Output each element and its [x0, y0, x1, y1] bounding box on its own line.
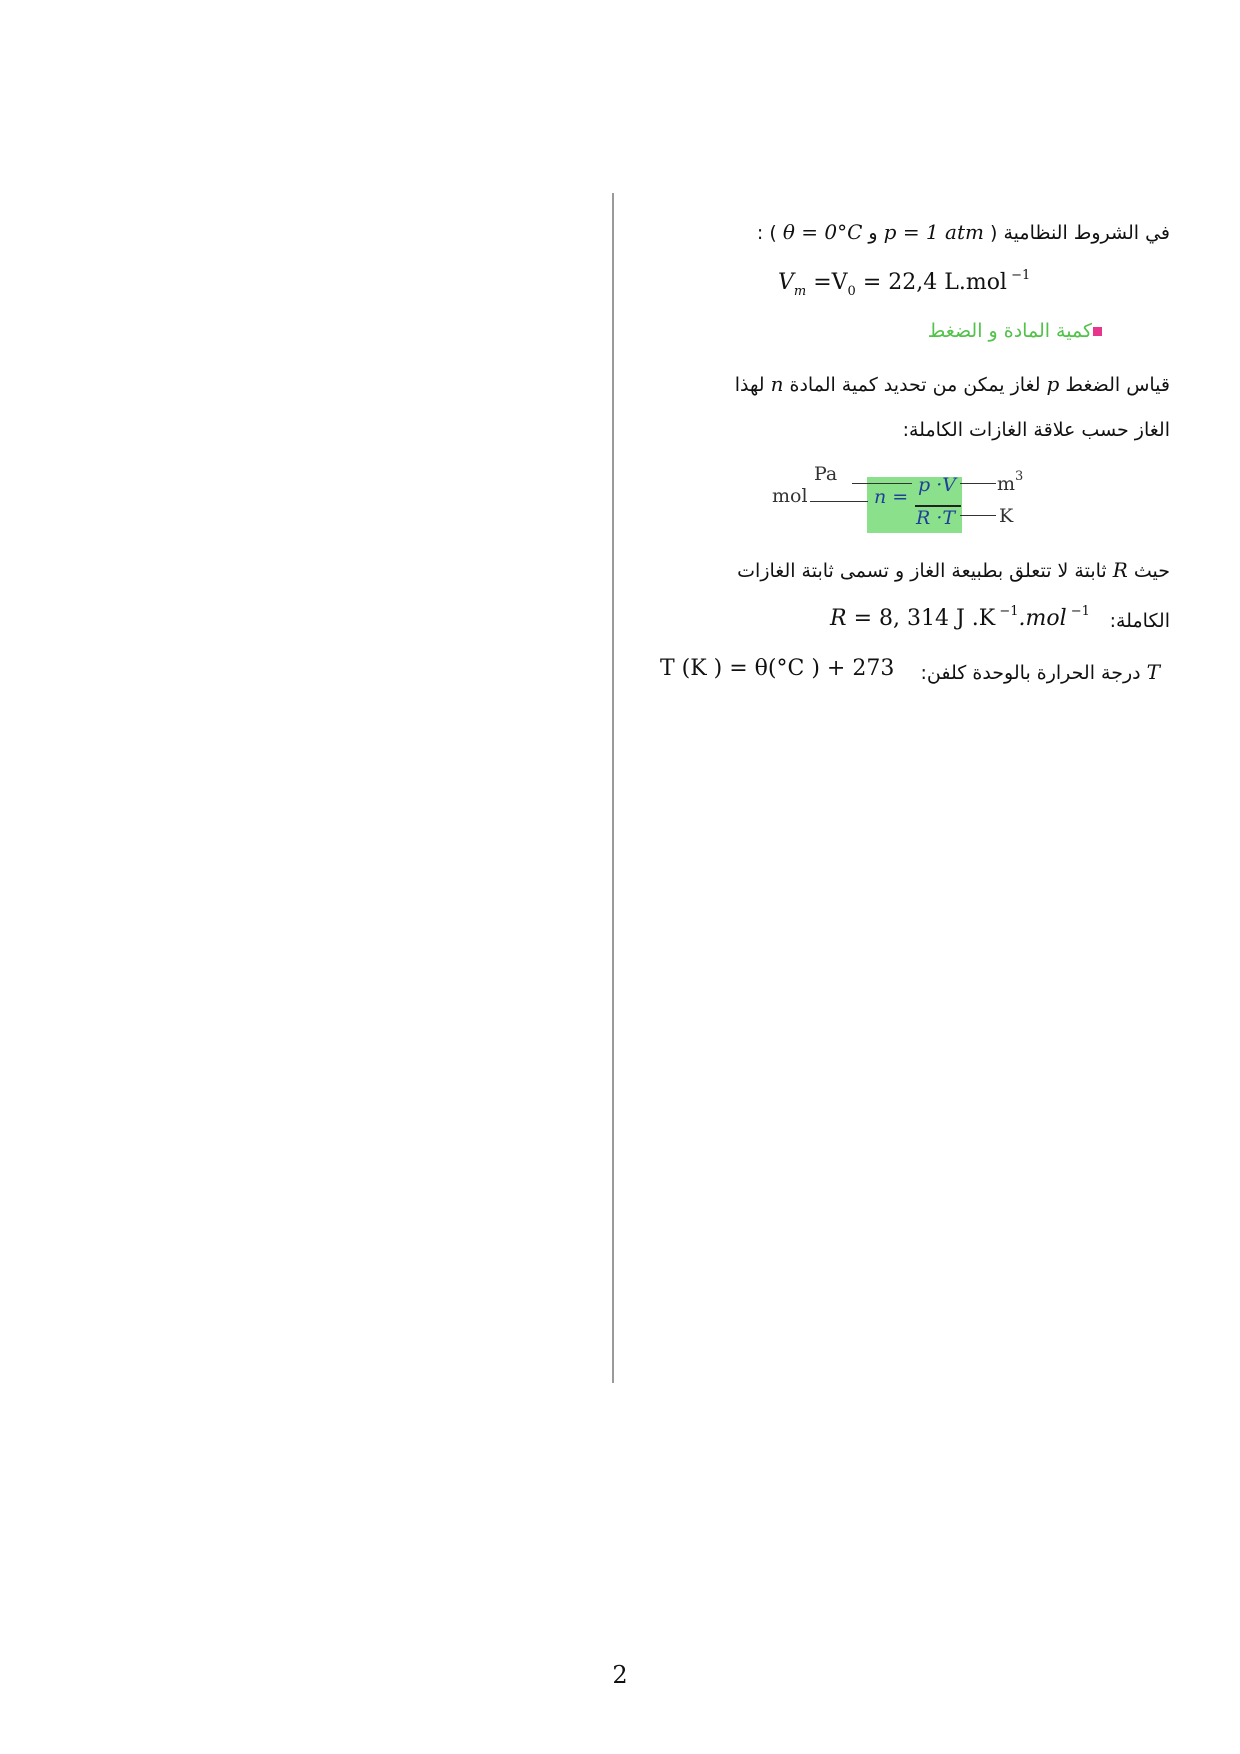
- unit-mol: mol: [772, 485, 808, 507]
- gas-constant-exp2: −1: [1066, 604, 1090, 619]
- open-paren: (: [990, 222, 998, 244]
- molar-volume-equation: [778, 268, 1030, 299]
- normal-conditions-line: [757, 220, 1170, 244]
- paragraph-gas-constant: [737, 558, 1170, 582]
- molar-volume-v: V: [778, 270, 794, 295]
- unit-pa: Pa: [814, 463, 838, 485]
- paragraph-ideal-gas: الغاز حسب علاقة الغازات الكاملة:: [902, 419, 1170, 441]
- formula-numerator: p ·V: [918, 474, 956, 496]
- paragraph-pressure: [735, 372, 1170, 396]
- pressure-condition: p = 1 atm: [883, 220, 984, 244]
- section-bullet-icon: [1093, 327, 1102, 336]
- paragraph1-part2: لغاز يمكن من تحديد كمية المادة: [789, 374, 1041, 396]
- temperature-condition: θ = 0°C: [782, 220, 863, 244]
- formula-line-bottom-right: [960, 515, 996, 516]
- page-number: 2: [612, 1661, 628, 1689]
- gas-constant-value: = 8, 314 J .K: [846, 606, 996, 631]
- formula-line-left: [810, 501, 868, 502]
- gas-constant-mol: .mol: [1018, 606, 1067, 631]
- paragraph1-part3: لهذا: [734, 374, 765, 396]
- gas-constant-exp1: −1: [995, 604, 1019, 619]
- paragraph1-part1: قياس الضغط: [1065, 374, 1170, 396]
- unit-m3-exponent: 3: [1015, 469, 1024, 484]
- column-divider: [612, 193, 614, 1383]
- kelvin-equation: T (K ) = θ(°C ) + 273: [660, 656, 895, 681]
- variable-t: T: [1146, 660, 1160, 684]
- gas-constant-equation: [830, 604, 1090, 631]
- connector-and: و: [868, 222, 878, 244]
- molar-volume-sub-m: m: [793, 284, 807, 299]
- unit-m3-base: m: [997, 473, 1016, 495]
- molar-volume-exponent: −1: [1006, 268, 1031, 283]
- gas-constant-r: R: [830, 606, 847, 631]
- close-paren: ) :: [756, 222, 777, 244]
- kelvin-label: درجة الحرارة بالوحدة كلفن:: [920, 662, 1141, 684]
- paragraph3-part2: ثابتة لا تتعلق بطبيعة الغاز و تسمى ثابتة الغازات: [737, 560, 1107, 582]
- paragraph3-part1: حيث: [1133, 560, 1170, 582]
- unit-m3: [997, 469, 1023, 495]
- molar-volume-v0: =V: [806, 270, 848, 295]
- variable-r: R: [1112, 558, 1128, 582]
- kelvin-label-line: [921, 660, 1160, 684]
- variable-n: n: [770, 372, 784, 396]
- formula-line-top-left: [852, 483, 912, 484]
- gas-constant-label: الكاملة:: [1109, 610, 1170, 632]
- section-heading: كمية المادة و الضغط: [927, 320, 1092, 342]
- formula-lhs: n =: [874, 486, 909, 508]
- unit-k: K: [999, 505, 1014, 527]
- ideal-gas-formula: [770, 463, 1032, 535]
- variable-p: p: [1046, 372, 1060, 396]
- normal-conditions-text: في الشروط النظامية: [1003, 222, 1170, 244]
- formula-denominator: R ·T: [916, 507, 956, 529]
- formula-line-top-right: [960, 483, 996, 484]
- molar-volume-value: = 22,4 L.mol: [855, 270, 1007, 295]
- molar-volume-sub-0: 0: [847, 284, 856, 299]
